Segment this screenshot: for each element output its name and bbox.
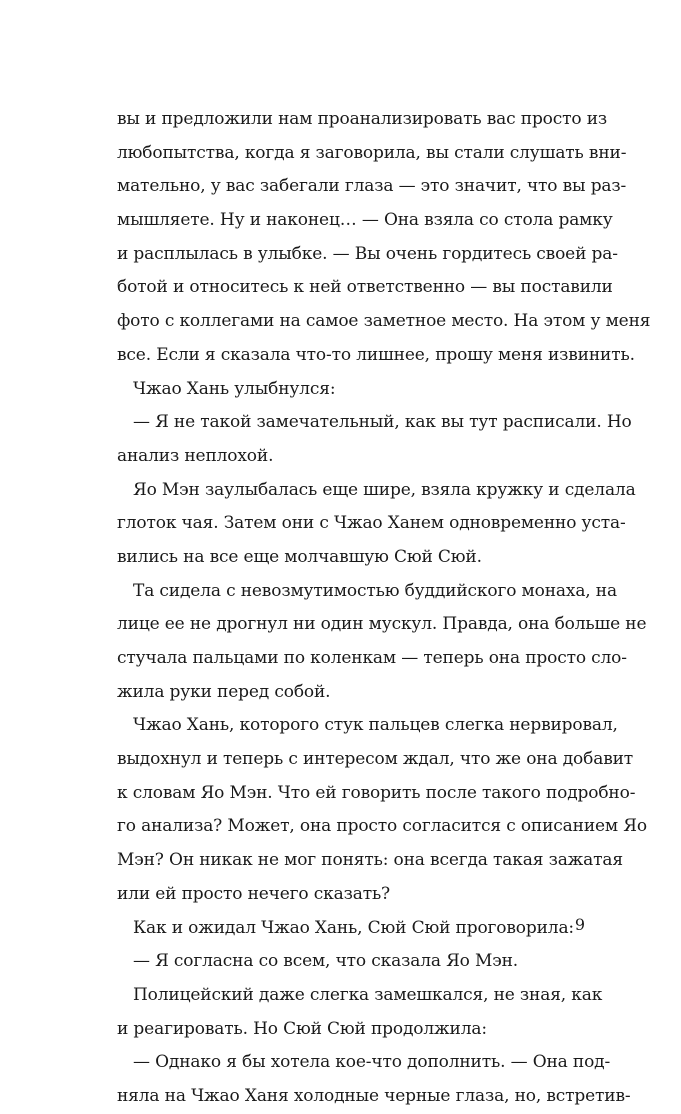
text-line: и расплылась в улыбке. — Вы очень гордитесь своей ра- — [117, 243, 618, 264]
text-line: лице ее не дрогнул ни один мускул. Правда, она больше не — [117, 614, 647, 635]
text-line: Яо Мэн заулыбалась еще шире, взяла кружку и сделала — [133, 479, 636, 500]
page-number: 9 — [574, 915, 585, 934]
text-line: мательно, у вас забегали глаза — это значит, что вы раз- — [117, 176, 627, 197]
text-line: любопытства, когда я заговорила, вы стали слушать вни- — [117, 142, 627, 163]
text-line: — Я не такой замечательный, как вы тут расписали. Но — [133, 412, 632, 433]
text-line: Чжао Хань улыбнулся: — [133, 378, 336, 399]
text-line: стучала пальцами по коленкам — теперь она просто сло- — [117, 648, 627, 668]
text-line: — Однако я бы хотела кое-что дополнить. — Она под- — [133, 1052, 611, 1073]
text-line: го анализа? Может, она просто согласится с описанием Яо — [117, 816, 647, 837]
text-line: Чжао Хань, которого стук пальцев слегка нервировал, — [133, 715, 618, 736]
text-line: все. Если я сказала что-то лишнее, прошу меня извинить. — [117, 344, 635, 365]
text-line: жила руки перед собой. — [117, 681, 331, 702]
text-line: вились на все еще молчавшую Сюй Сюй. — [117, 546, 482, 567]
text-line: ботой и относитесь к ней ответственно — вы поставили — [117, 277, 613, 298]
body-text — [117, 103, 651, 1114]
text-line: или ей просто нечего сказать? — [117, 883, 391, 904]
text-line: глоток чая. Затем они с Чжао Ханем одновременно уста- — [117, 513, 626, 534]
text-line: вы и предложили нам проанализировать вас просто из — [117, 109, 608, 129]
text-line: мышляете. Ну и наконец… — Она взяла со стола рамку — [117, 210, 613, 231]
text-line: анализ неплохой. — [117, 445, 274, 466]
text-line: Мэн? Он никак не мог понять: она всегда такая зажатая — [117, 850, 623, 871]
text-line: к словам Яо Мэн. Что ей говорить после такого подробно- — [117, 782, 636, 803]
text-line: Та сидела с невозмутимостью буддийского монаха, на — [133, 580, 617, 601]
text-line: выдохнул и теперь с интересом ждал, что же она добавит — [117, 749, 634, 770]
text-line: — Я согласна со всем, что сказала Яо Мэн. — [133, 951, 519, 972]
text-line: Как и ожидал Чжао Хань, Сюй Сюй проговорила: — [133, 917, 575, 938]
text-line: и реагировать. Но Сюй Сюй продолжила: — [117, 1018, 487, 1039]
text-line: фото с коллегами на самое заметное место. На этом у меня — [117, 311, 651, 332]
text-line: Полицейский даже слегка замешкался, не зная, как — [133, 984, 603, 1005]
text-line: няла на Чжао Ханя холодные черные глаза, но, встретив- — [117, 1085, 631, 1106]
